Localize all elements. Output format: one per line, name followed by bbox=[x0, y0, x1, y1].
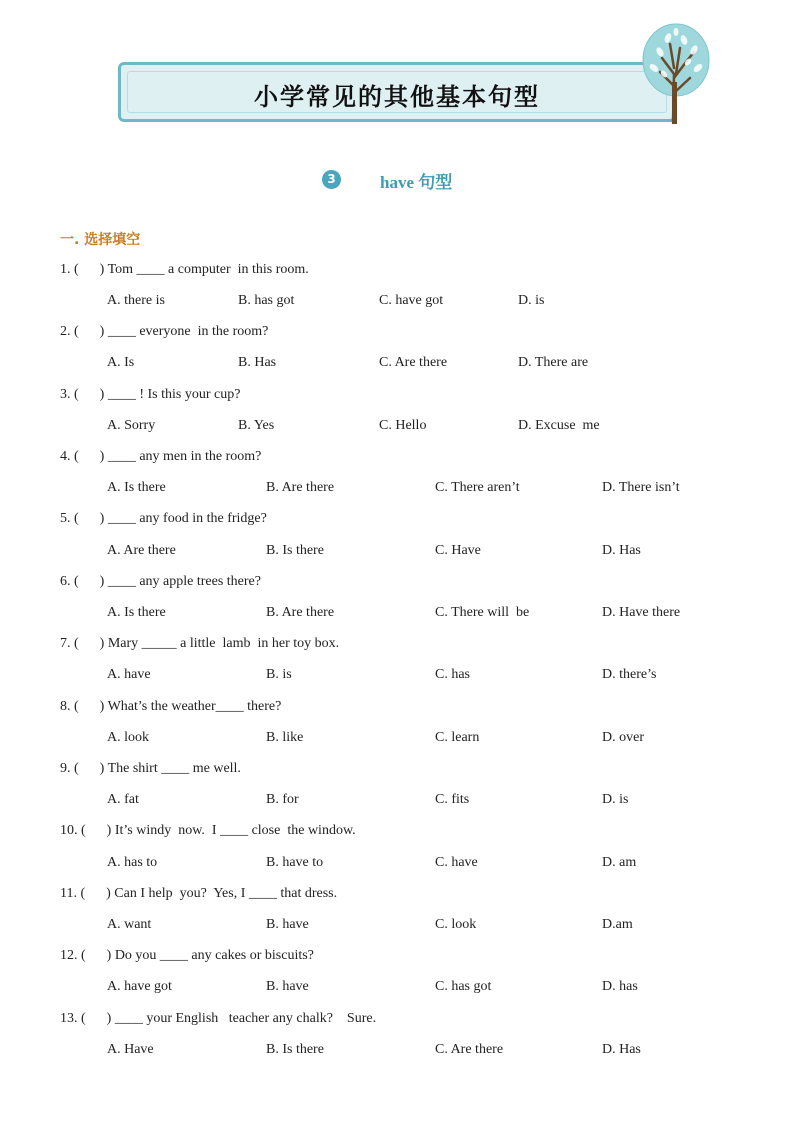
option: D. there’s bbox=[602, 667, 657, 682]
option: B. Are there bbox=[266, 480, 335, 495]
option: D. am bbox=[602, 855, 637, 870]
option: A. Is bbox=[107, 355, 135, 370]
option: D. There are bbox=[518, 355, 589, 370]
option: B. have bbox=[266, 917, 309, 932]
question-stem: 11. ( ) Can I help you? Yes, I ____ that dress. bbox=[60, 886, 338, 901]
question-stem: 8. ( ) What’s the weather____ there? bbox=[60, 699, 282, 714]
question-stem: 7. ( ) Mary _____ a little lamb in her toy box. bbox=[60, 636, 340, 651]
option: A. Have bbox=[107, 1042, 154, 1057]
option: C. Have bbox=[435, 543, 481, 558]
option: A. look bbox=[107, 730, 149, 745]
section-number-badge: 3 bbox=[322, 170, 341, 189]
option: C. have bbox=[435, 855, 478, 870]
option: C. has bbox=[435, 667, 470, 682]
option: B. Is there bbox=[266, 1042, 324, 1057]
option: D. over bbox=[602, 730, 644, 745]
section-heading bbox=[0, 168, 794, 192]
question-stem: 13. ( ) ____ your English teacher any chalk? Sure. bbox=[60, 1011, 377, 1026]
question-stem: 9. ( ) The shirt ____ me well. bbox=[60, 761, 241, 776]
question-stem: 5. ( ) ____ any food in the fridge? bbox=[60, 511, 267, 526]
question-stem: 1. ( ) Tom ____ a computer in this room. bbox=[60, 262, 309, 277]
tree-icon bbox=[640, 22, 712, 124]
option: B. has got bbox=[238, 293, 295, 308]
option: B. have to bbox=[266, 855, 324, 870]
option: C. learn bbox=[435, 730, 480, 745]
option: C. Hello bbox=[379, 418, 427, 433]
option: D. is bbox=[518, 293, 545, 308]
option: A. have got bbox=[107, 979, 172, 994]
option: C. look bbox=[435, 917, 477, 932]
option: B. like bbox=[266, 730, 304, 745]
title-banner bbox=[118, 62, 676, 122]
option: C. has got bbox=[435, 979, 492, 994]
option: D. Has bbox=[602, 1042, 641, 1057]
option: C. fits bbox=[435, 792, 470, 807]
option: C. There will be bbox=[435, 605, 530, 620]
option: A. Sorry bbox=[107, 418, 156, 433]
question-stem: 2. ( ) ____ everyone in the room? bbox=[60, 324, 269, 339]
option: C. have got bbox=[379, 293, 444, 308]
option: A. fat bbox=[107, 792, 139, 807]
question-stem: 6. ( ) ____ any apple trees there? bbox=[60, 574, 261, 589]
option: B. Has bbox=[238, 355, 277, 370]
option: D. is bbox=[602, 792, 629, 807]
question-stem: 10. ( ) It’s windy now. I ____ close the window. bbox=[60, 823, 356, 838]
option: C. Are there bbox=[435, 1042, 504, 1057]
option: A. there is bbox=[107, 293, 165, 308]
option: A. Is there bbox=[107, 605, 166, 620]
option: A. has to bbox=[107, 855, 158, 870]
question-stem: 3. ( ) ____ ! Is this your cup? bbox=[60, 387, 241, 402]
option: D. Excuse me bbox=[518, 418, 600, 433]
option: B. Are there bbox=[266, 605, 335, 620]
option: D. has bbox=[602, 979, 638, 994]
option: D. Has bbox=[602, 543, 641, 558]
part-title: 一. 选择填空 bbox=[60, 232, 141, 248]
option: C. There aren’t bbox=[435, 480, 520, 495]
option: B. is bbox=[266, 667, 292, 682]
option: A. Is there bbox=[107, 480, 166, 495]
option: B. Yes bbox=[238, 418, 275, 433]
page-title: 小学常见的其他基本句型 bbox=[254, 83, 540, 111]
option: A. have bbox=[107, 667, 151, 682]
question-stem: 4. ( ) ____ any men in the room? bbox=[60, 449, 262, 464]
question-stem: 12. ( ) Do you ____ any cakes or biscuits? bbox=[60, 948, 314, 963]
option: D.am bbox=[602, 917, 633, 932]
option: D. Have there bbox=[602, 605, 681, 620]
option: B. for bbox=[266, 792, 299, 807]
option: B. have bbox=[266, 979, 309, 994]
option: D. There isn’t bbox=[602, 480, 680, 495]
option: A. Are there bbox=[107, 543, 176, 558]
option: C. Are there bbox=[379, 355, 448, 370]
option: A. want bbox=[107, 917, 152, 932]
option: B. Is there bbox=[266, 543, 324, 558]
section-title: have 句型 bbox=[380, 173, 453, 192]
